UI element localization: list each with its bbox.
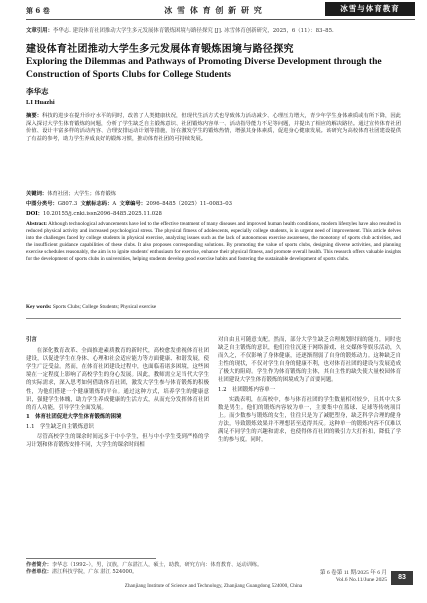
doi-label: DOI： — [26, 211, 43, 217]
author-unit-text: 湛江科技学院，广东 湛江 524000。 — [51, 569, 138, 575]
article-id-value: 2096–8485（2025）11–0083–03 — [146, 201, 233, 207]
citation-text: 李华志. 建设体育社团推动大学生多元发展体育锻炼困境与路径探究 [J]. 冰雪体育创新研究，2025，6（11）：83–85. — [52, 28, 334, 34]
abstract-en-text: Although technological advancements have led to the effective treatment of many diseases and improved human health conditions, modern lifestyles have also resulted in reduced physical activity and increased psychological stress. The physical fitness of adolescents, especially college students, is in urgent need of improvement. This article delves into the challenges faced by college students in physical exercise, analyzing issues such as the lack of autonomous exercise awareness, the monotony of sports club activities, and the insufficient guidance capabilities of these clubs. It also proposes corresponding solutions. By promoting the value of sports clubs, designing diverse activities, and planning exercise schedules reasonably, the aim is to ignite students' enthusiasm for exercise, enhance their physical fitness, and promote overall health. This research offers valuable insights for the development of sports clubs in universities, helping students develop good exercise habits and fostering the sustainable development of sports clubs. — [26, 221, 401, 263]
section-1-heading: 1 体育社团促进大学生体育锻炼的困境 — [26, 413, 122, 420]
running-header — [0, 0, 427, 22]
issue-info — [320, 570, 387, 584]
abstract-english — [26, 221, 401, 264]
abstract-zh-label: 摘要： — [26, 113, 43, 119]
section-1-1-heading: 1.1 学生缺乏自主锻炼意识 — [26, 423, 94, 430]
section-separator — [26, 318, 401, 319]
keywords-english — [26, 304, 401, 310]
code-label: 文献标志码： — [80, 201, 113, 207]
intro-paragraph: 在深化教育改革、全面推进素质教育的新时代，高校愈发重视体育社团建设，以促进学生在身体、心理和社会适应能力等方面健康、和谐发展，使学生广泛受益。然而，在体育社团建设过程中，也面临着诸多困境，这些困境在一定程度上影响了高校学生的身心发展。因此，教师需立足当代大学生的实际需求，深入思考如何借助体育社团，激发大学生参与体育锻炼的积极性，为他们搭建一个健康锻炼的平台。通过这种方式，培养学生的健康意识，强健学生体魄，助力学生养成健康的生活方式，从而充分发挥体育社团的育人功能，引导学生全面发展。 — [26, 348, 209, 411]
classification-line — [26, 199, 401, 207]
doi-line — [26, 209, 401, 217]
title-english: Exploring the Dilemmas and Pathways of Promoting Diverse Development through the Construction of Sports Clubs for College Students — [26, 56, 382, 80]
abstract-chinese — [26, 113, 401, 143]
keywords-zh-text: 体育社团；大学生；体育锻炼 — [47, 191, 117, 197]
footnote-rule — [26, 558, 156, 559]
author-bio-label: 作者简介： — [26, 562, 52, 568]
section-1-1-paragraph: 尽管高校学生的课余时间远多于中小学生，但与中小学生受到严格的学习计划和体育锻炼安排不同，大学生的课余时间相 — [26, 434, 209, 449]
keywords-zh-label: 关键词： — [26, 191, 48, 197]
article-id-label: 文章编号： — [119, 201, 147, 207]
intro-heading: 引言 — [26, 337, 37, 343]
volume-label: 第 6 卷 — [26, 6, 50, 15]
keywords-en-label: Key words: — [26, 304, 52, 310]
body-column-left — [26, 336, 209, 450]
section-tag: 冰雪与体育教育 — [325, 2, 415, 16]
journal-name: 冰 雪 体 育 创 新 研 究 — [164, 5, 263, 15]
abstract-en-label: Abstract: — [26, 221, 48, 227]
page-number: 83 — [391, 571, 413, 585]
citation-line — [26, 26, 406, 34]
author-unit-label: 作者单位： — [26, 569, 52, 575]
body-column-right — [218, 336, 401, 445]
header-rule — [26, 19, 415, 20]
section-1-2-paragraph: 实践表明，在高校中，参与体育社团的学生数量相对较少，且其中大多数是男生。他们的锻炼内容较为单一，主要集中在篮球、足球等传统项目上。而少数参与锻炼的女生，往往只是为了减肥塑身，缺乏科学合理的健身方法，导致锻炼效果并不理想甚至适得其反。这种单一的锻炼内容不仅难以满足不同学生的兴趣和需求，也使得体育社团的吸引力大打折扣，降低了学生的参与度。同时， — [218, 396, 401, 444]
affiliation-english: Zhanjiang Institute of Science and Technology, Zhanjiang Guangdong 524000, China — [124, 583, 303, 589]
abstract-zh-text: 科技的进步在提升诊疗水平的同时，改善了人类健康状况，但现代生活方式也导致体力活动减少、心理压力增大，青少年学生身体素质或有所下降，因此深入探讨大学生体育锻炼的问题，分析了学生缺乏自主锻炼意识、社团锻炼内容单一、活动指导能力不足等问题，并提出了相应的解决路径。通过宣传体育社团价值、设计丰富多样的活动内容、合理安排运动计划等措施，旨在激发学生的锻炼热情，增强其身体素质，促进身心健康发展。该研究为高校体育社团建设提供了有益的参考，助力学生养成良好的锻炼习惯，推动体育社团的可持续发展。 — [26, 113, 401, 142]
issue-line-zh: 第 6 卷第 11 期/2025 年 6 月 — [319, 570, 387, 576]
doi-value: 10.20155/j.cnki.issn2096–8485.2025.11.028 — [42, 211, 162, 217]
title-chinese: 建设体育社团推动大学生多元发展体育锻炼困境与路径探究 — [26, 44, 294, 55]
keywords-chinese — [26, 189, 401, 197]
clc-label: 中图分类号： — [26, 201, 58, 207]
continued-paragraph: 对自由且可随意支配。然而，部分大学生缺乏合理规划时间的能力，同时也缺乏自主锻炼的意识，他们往往沉迷于网络游戏、社交媒体等娱乐活动，久而久之，不仅影响了身体健康，还逐渐削弱了自身的锻炼动力。这种缺乏自主性的现状，不仅对学生自身的健康不利，也对体育社团的建设与发展造成了极大的阻碍。学生作为体育锻炼的主体，其自主性的缺失使大量校园体育社团建设大学生体育锻炼的困境成为了首要问题。 — [218, 337, 401, 384]
citation-label: 文章引用： — [26, 28, 53, 34]
section-1-2-heading: 1.2 社团锻炼内容单一 — [218, 386, 276, 393]
keywords-en-text: Sports Clubs; College Students; Physical exercise — [52, 304, 157, 310]
author-chinese: 李华志 — [26, 87, 49, 96]
clc-value: G807.3 — [57, 201, 78, 207]
author-bio-text: 李华志（1992–），男，汉族，广东湛江人，硕士，助教，研究方向：体育教育、运动训练。 — [51, 562, 263, 568]
code-value: A — [112, 201, 117, 207]
issue-line-en: Vol.6 No.11/June 2025 — [335, 577, 387, 583]
author-english: LI Huazhi — [26, 99, 55, 106]
